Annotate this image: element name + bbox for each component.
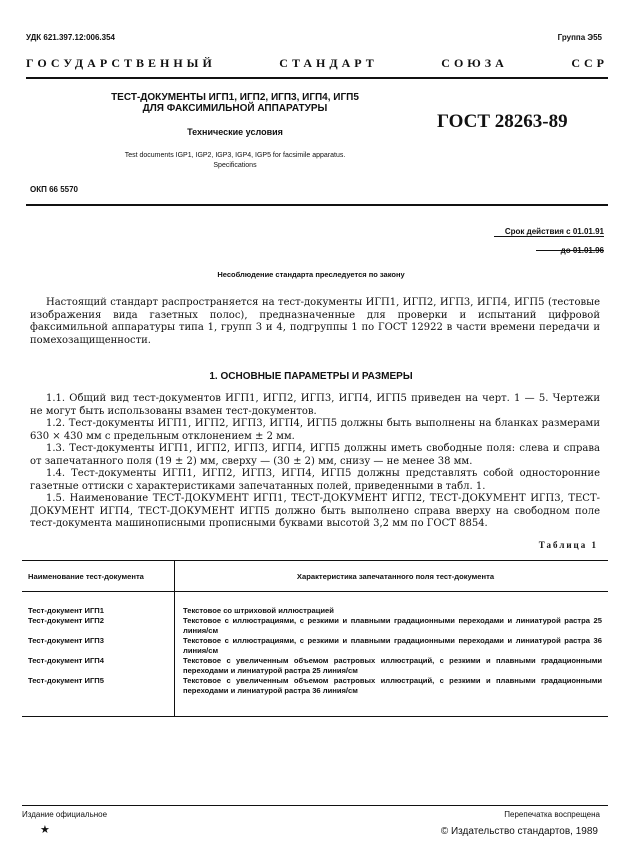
title-line-2: ДЛЯ ФАКСИМИЛЬНОЙ АППАРАТУРЫ <box>142 103 328 114</box>
clause: 1.4. Тест-документы ИГП1, ИГП2, ИГП3, ИГП4, ИГП5 должны представлять собой односторонние газетные оттиски с характеристиками запечатанных полей, приведенными в табл. 1. <box>30 468 600 492</box>
title-line-1: ТЕСТ-ДОКУМЕНТЫ ИГП1, ИГП2, ИГП3, ИГП4, ИГП5 <box>111 92 359 103</box>
characteristics-table <box>22 560 608 717</box>
banner <box>26 56 608 71</box>
section-title: 1. ОСНОВНЫЕ ПАРАМЕТРЫ И РАЗМЕРЫ <box>209 371 413 382</box>
intro-paragraph <box>30 297 600 347</box>
title-rule <box>26 204 608 206</box>
document-title <box>60 92 410 114</box>
table-names-column <box>22 592 174 716</box>
clause: 1.3. Тест-документы ИГП1, ИГП2, ИГП3, ИГП4, ИГП5 должны иметь свободные поля: слева и справа от запечатанного поля (19 ± 2) мм, сверху — (30 ± 2) мм, снизу — не менее 38 мм. <box>30 443 600 467</box>
table-label: Таблица 1 <box>538 540 598 550</box>
copyright: © Издательство стандартов, 1989 <box>440 826 598 837</box>
banner-word: СОЮЗА <box>441 56 508 70</box>
document-subtitle: Технические условия <box>187 127 283 137</box>
table-row-desc: Текстовое с увеличенным объемом растровых иллюстраций, с резкими и плавными градационными переходами и линиатурой растра 36 линия/см <box>183 676 602 695</box>
table-row-desc: Текстовое с иллюстрациями, с резкими и плавными градационными переходами и линиатурой растра 25 линия/см <box>183 616 602 635</box>
validity-block <box>505 222 604 260</box>
star-mark: ★ <box>40 823 50 836</box>
official-edition: Издание официальное <box>22 810 108 819</box>
intro-text: Настоящий стандарт распространяется на тест-документы ИГП1, ИГП2, ИГП3, ИГП4, ИГП5 (тестовые изображения вида газетных полос), предназначенные для проверки и испытаний цифровой факсимильной аппаратуры типа 1, групп 3 и 4, подгруппы 1 по ГОСТ 12922 в части времени передачи и помехозащищенности. <box>30 297 600 346</box>
clauses <box>30 393 600 531</box>
validity-underline <box>494 236 604 237</box>
english-title-line-2: Specifications <box>213 162 257 169</box>
table-header <box>22 560 608 592</box>
table-row-desc: Текстовое с увеличенным объемом растровых иллюстраций, с резкими и плавными градационными переходами и линиатурой растра 25 линия/см <box>183 656 602 675</box>
english-title <box>60 151 410 171</box>
english-title-line-1: Test documents IGP1, IGP2, IGP3, IGP4, IGP5 for facsimile apparatus. <box>124 152 346 159</box>
table-header-characteristic: Характеристика запечатанного поля тест-документа <box>174 561 608 591</box>
banner-word: ССР <box>571 56 608 70</box>
legal-warning: Несоблюдение стандарта преследуется по закону <box>217 270 405 279</box>
table-header-name: Наименование тест-документа <box>28 571 144 581</box>
table-row-name: Тест-документ ИГП5 <box>28 676 104 685</box>
gost-number: ГОСТ 28263-89 <box>437 111 568 132</box>
banner-word: ГОСУДАРСТВЕННЫЙ <box>26 56 216 70</box>
table-row-desc: Текстовое с иллюстрациями, с резкими и плавными градационными переходами и линиатурой растра 36 линия/см <box>183 636 602 655</box>
footer-rule <box>22 805 608 806</box>
table-row-name: Тест-документ ИГП4 <box>28 656 104 665</box>
table-row-desc: Текстовое со штриховой иллюстрацией <box>183 606 334 615</box>
validity-from: Срок действия с 01.01.91 <box>504 227 604 236</box>
top-rule <box>26 77 608 79</box>
validity-underline <box>536 250 604 251</box>
okp-code: ОКП 66 5570 <box>30 185 78 194</box>
table-row-name: Тест-документ ИГП3 <box>28 636 104 645</box>
udk-code: УДК 621.397.12:006.354 <box>26 33 115 42</box>
reprint-notice: Перепечатка воспрещена <box>504 810 600 819</box>
group-code: Группа Э55 <box>557 33 602 42</box>
table-body <box>22 592 608 717</box>
table-desc-column <box>174 592 608 716</box>
clause: 1.2. Тест-документы ИГП1, ИГП2, ИГП3, ИГП4, ИГП5 должны быть выполнены на бланках размерами 630 × 430 мм с предельным отклонением ± 2 мм. <box>30 418 600 442</box>
banner-word: СТАНДАРТ <box>279 56 378 70</box>
clause: 1.5. Наименование ТЕСТ-ДОКУМЕНТ ИГП1, ТЕСТ-ДОКУМЕНТ ИГП2, ТЕСТ-ДОКУМЕНТ ИГП3, ТЕСТ-ДОКУМЕНТ ИГП4, ТЕСТ-ДОКУМЕНТ ИГП5 должно быть выполнено справа вверху на свободном поле тест-документа машинописными прописными буквами высотой 3,2 мм по ГОСТ 8854. <box>30 493 600 529</box>
table-row-name: Тест-документ ИГП2 <box>28 616 104 625</box>
table-row-name: Тест-документ ИГП1 <box>28 606 104 615</box>
clause: 1.1. Общий вид тест-документов ИГП1, ИГП2, ИГП3, ИГП4, ИГП5 приведен на черт. 1 — 5. Чертежи не могут быть использованы взамен тест-документов. <box>30 393 600 417</box>
